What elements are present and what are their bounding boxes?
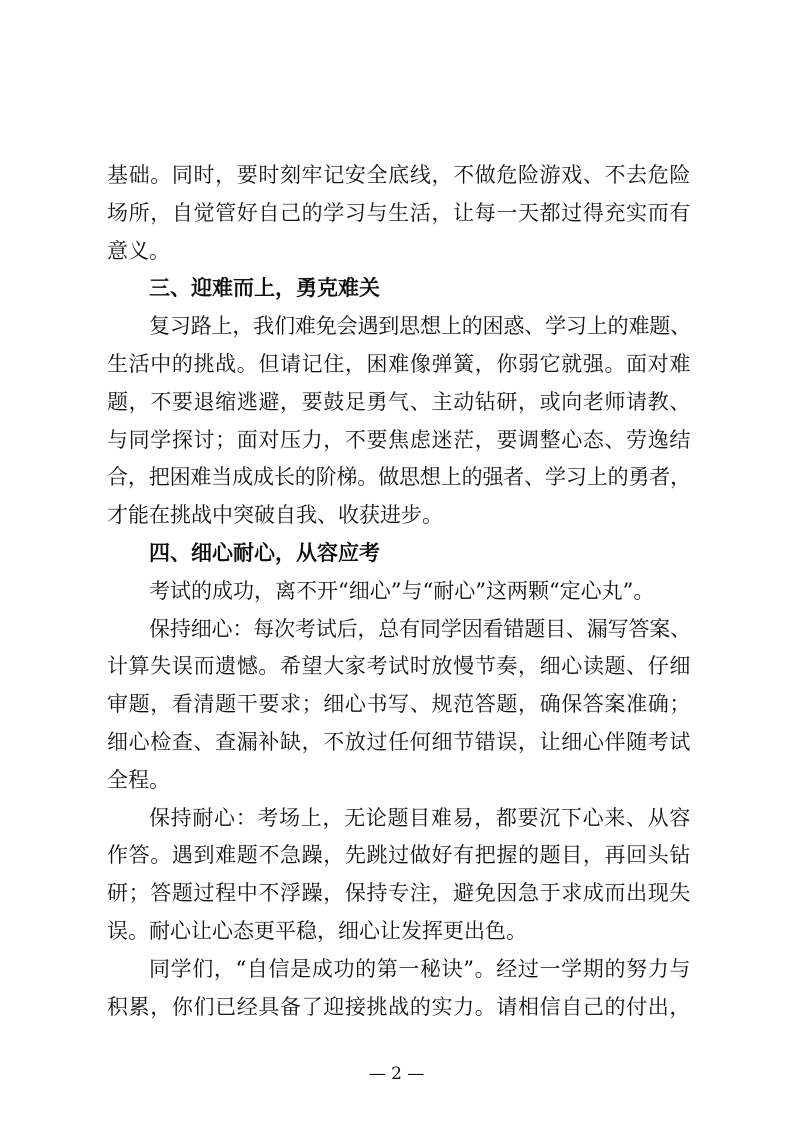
text-line: 生活中的挑战。但请记住，困难像弹簧，你弱它就强。面对难: [107, 352, 691, 376]
text-line: 考试的成功，离不开“细心”与“耐心”这两颗“定心丸”。: [149, 578, 655, 603]
text-line: 细心检查、查漏补缺，不放过任何细节错误，让细心伴随考试: [107, 730, 691, 754]
text-line: 全程。: [107, 767, 170, 792]
text-line: 保持细心：每次考试后，总有同学因看错题目、漏写答案、: [149, 616, 691, 641]
text-line: 保持耐心：考场上，无论题目难易，都要沉下心来、从容: [149, 805, 691, 830]
text-line: 计算失误而遗憾。希望大家考试时放慢节奏，细心读题、仔细: [107, 654, 691, 679]
text-line: 题，不要退缩逃避，要鼓足勇气、主动钻研，或向老师请教、: [107, 389, 691, 414]
text-line: 积累，你们已经具备了迎接挑战的实力。请相信自己的付出，: [107, 994, 691, 1019]
text-line: 与同学探讨；面对压力，不要焦虑迷茫，要调整心态、劳逸结: [107, 427, 691, 452]
text-line: 合，把困难当成成长的阶梯。做思想上的强者、学习上的勇者，: [107, 465, 691, 490]
section-heading: 四、细心耐心，从容应考: [149, 540, 380, 565]
text-line: 作答。遇到难题不急躁，先跳过做好有把握的题目，再回头钻: [107, 843, 691, 868]
text-line: 同学们，“自信是成功的第一秘诀”。经过一学期的努力与: [149, 956, 691, 981]
text-line: 场所，自觉管好自己的学习与生活，让每一天都过得充实而有: [107, 200, 691, 225]
text-line: 审题，看清题干要求；细心书写、规范答题，确保答案准确；: [107, 692, 691, 717]
page-number: — 2 —: [368, 1064, 425, 1084]
section-heading: 三、迎难而上，勇克难关: [149, 275, 380, 301]
text-line: 意义。: [107, 238, 170, 263]
text-line: 误。耐心让心态更平稳，细心让发挥更出色。: [107, 919, 527, 943]
text-line: 基础。同时，要时刻牢记安全底线，不做危险游戏、不去危险: [107, 163, 691, 187]
text-line: 复习路上，我们难免会遇到思想上的困惑、学习上的难题、: [149, 314, 691, 339]
text-line: 研；答题过程中不浮躁，保持专注，避免因急于求成而出现失: [107, 881, 691, 906]
text-line: 才能在挑战中突破自我、收获进步。: [107, 503, 443, 528]
